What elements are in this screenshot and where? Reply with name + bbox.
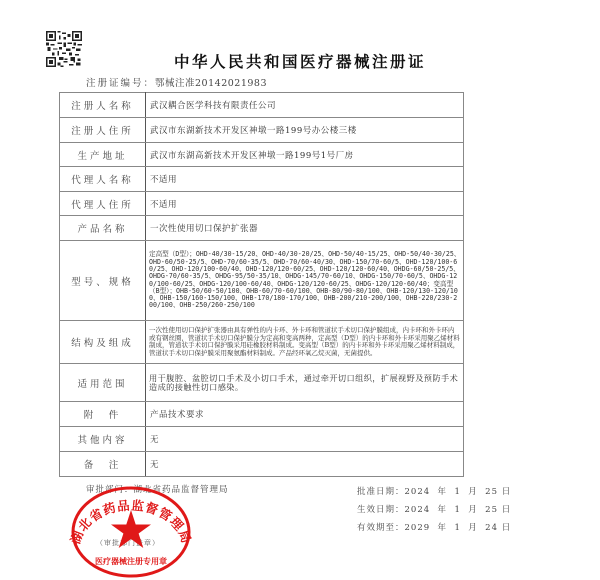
date-label: 批准日期： xyxy=(357,487,405,497)
row-label: 注册人住所 xyxy=(60,118,146,143)
date-value: 2029 年 1 月 24 日 xyxy=(404,523,512,533)
row-value: 定高型（D型）；OHD-40/30-15/20、OHD-40/30-20/25、OHD-50/40-15/25、OHD-50/40-30/25、OHD-60/50-25/5、OHD-70/60-35/5、OHD-70/60-40/30、OHD-150/70-60/5、OHD-120/100-60/25、OHD-120/100-60/40、OHD-120/120-60/25、OHD-120/120-60/40、OHDG-60/50-25/5、OHDG-70/60-35/5、OHDG-95/50-35/10、OHDG-145/70-60/10、OHDG-150/70-60/5、OHDG-120/100-60/25、OHDG-120/100-60/40、OHDG-120/120-60/25、OHDG-120/120-60/40；变高型（B型）；OHB-50/60-50/100、OHB-60/70-60/100、OHB-80/90-80/100、OHB-120/130-120/100、OHB-150/160-150/100、OHB-170/180-170/100、OHB-200/210-200/100、OHB-220/230-200/100、OHB-250/260-250/100 xyxy=(146,241,464,321)
star-icon xyxy=(111,510,151,548)
date-label: 生效日期： xyxy=(357,505,405,515)
row-label: 生产地址 xyxy=(60,143,146,167)
seal-note: （审批部门盖章） xyxy=(96,539,160,547)
official-seal xyxy=(66,480,196,580)
table-row xyxy=(60,93,464,118)
certificate-table xyxy=(59,92,464,477)
row-label: 产品名称 xyxy=(60,216,146,241)
row-value: 用于腹腔、盆腔切口手术及小切口手术，通过牵开切口组织，扩展视野及预防手术造成的接触性切口感染。 xyxy=(146,364,464,402)
row-value: 一次性使用切口保护扩张器 xyxy=(146,216,464,241)
approval-authority: 审批部门：湖北省药品监督管理局 xyxy=(86,485,229,495)
date-label: 有效期至： xyxy=(357,523,405,533)
table-row xyxy=(60,402,464,427)
table-row xyxy=(60,192,464,216)
row-value: 不适用 xyxy=(146,192,464,216)
row-label: 其他内容 xyxy=(60,427,146,452)
approval-date xyxy=(357,485,511,503)
row-value: 武汉耦合医学科技有限责任公司 xyxy=(146,93,464,118)
table-row xyxy=(60,118,464,143)
table-row xyxy=(60,167,464,192)
seal-bottom-text: 医疗器械注册专用章 xyxy=(95,557,167,566)
table-row xyxy=(60,452,464,477)
registration-number-label: 注册证编号： xyxy=(86,78,156,89)
date-block xyxy=(357,485,511,539)
effective-date xyxy=(357,503,511,521)
table-row xyxy=(60,427,464,452)
registration-number-value: 鄂械注准20142021983 xyxy=(155,78,268,89)
row-value: 武汉市东湖新技术开发区神墩一路199号办公楼三楼 xyxy=(146,118,464,143)
row-label: 备 注 xyxy=(60,452,146,477)
row-label: 代理人名称 xyxy=(60,167,146,192)
registration-number xyxy=(86,75,267,89)
table-row xyxy=(60,241,464,321)
document-title: 中华人民共和国医疗器械注册证 xyxy=(173,53,426,71)
row-label: 注册人名称 xyxy=(60,93,146,118)
row-label: 适用范围 xyxy=(60,364,146,402)
row-value: 不适用 xyxy=(146,167,464,192)
seal-top-text: 湖北省药品监督管理局 xyxy=(67,497,195,546)
date-value: 2024 年 1 月 25 日 xyxy=(404,487,512,497)
expiry-date xyxy=(357,521,511,539)
table-row xyxy=(60,143,464,167)
row-value: 一次性使用切口保护扩张器由具有弹性的内卡环、外卡环和管道状手术切口保护膜组成，内卡环和外卡环内或有钢丝圈，管道状手术切口保护膜分为定高和变高两种，定高型（D型）的内卡环和外卡环采用聚乙烯材料制成，管道状手术切口保护膜采用硅橡胶材料制成。变高型（B型）的内卡环和外卡环采用聚乙烯材料制成，管道状手术切口保护膜采用聚氨酯材料制成。产品经环氧乙烷灭菌，无菌提供。 xyxy=(146,321,464,364)
date-value: 2024 年 1 月 25 日 xyxy=(404,505,512,515)
row-value: 无 xyxy=(146,452,464,477)
row-value: 武汉市东湖高新技术开发区神墩一路199号1号厂房 xyxy=(146,143,464,167)
row-label: 代理人住所 xyxy=(60,192,146,216)
table-row xyxy=(60,321,464,364)
row-value: 产品技术要求 xyxy=(146,402,464,427)
row-label: 型号、规格 xyxy=(60,241,146,321)
table-row xyxy=(60,364,464,402)
row-label: 结构及组成 xyxy=(60,321,146,364)
table-row xyxy=(60,216,464,241)
row-value: 无 xyxy=(146,427,464,452)
row-label: 附 件 xyxy=(60,402,146,427)
